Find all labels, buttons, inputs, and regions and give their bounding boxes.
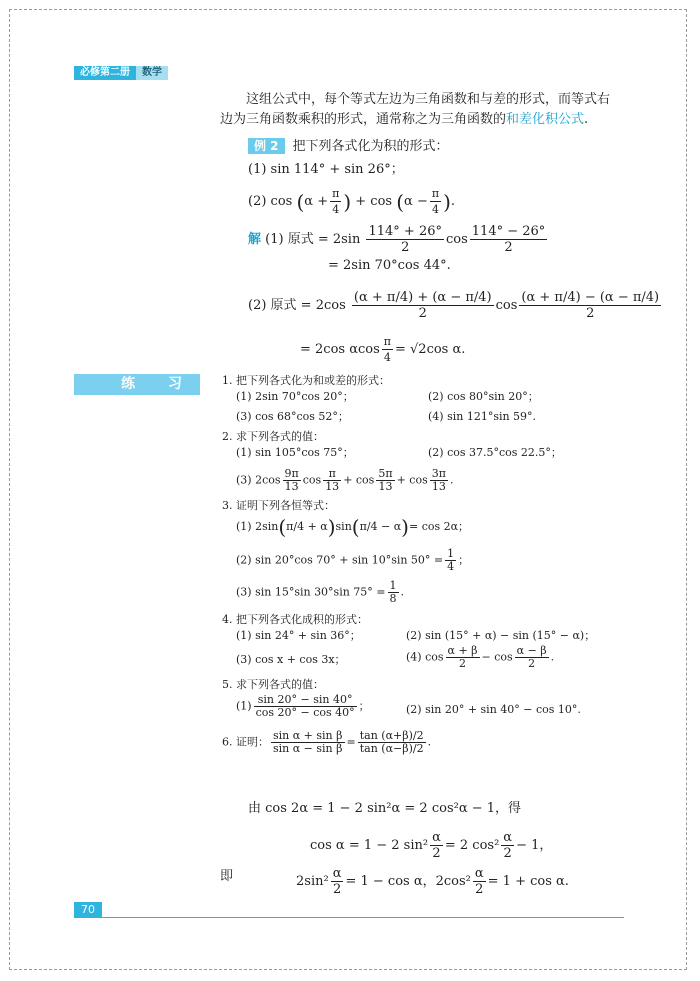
fraction [501, 830, 514, 861]
fraction [430, 830, 443, 861]
q1-part-4: (4) sin 121°sin 59°. [428, 410, 537, 423]
text: ； [358, 699, 370, 713]
den: 4 [383, 351, 391, 364]
text: + cos [355, 194, 393, 209]
den: 13 [431, 480, 446, 493]
text: − 1， [516, 838, 553, 853]
num: 5π [378, 467, 393, 480]
text: π/4 + α [286, 520, 328, 533]
text: (4) cos [406, 650, 444, 664]
text: (1) [236, 699, 252, 713]
num: 114° − 26° [471, 224, 546, 239]
subject-label: 数学 [136, 66, 168, 80]
fraction-pi-4 [382, 334, 393, 365]
q4-part-1: (1) sin 24° + sin 36°； [236, 629, 361, 642]
text: α − [404, 194, 428, 209]
fraction [376, 468, 394, 493]
den: 2 [504, 240, 513, 255]
den: tan (α−β)/2 [359, 742, 424, 755]
text: . [400, 585, 405, 599]
den: 2 [475, 882, 484, 897]
den: 13 [284, 480, 299, 493]
paren: ( [278, 515, 287, 539]
text: = cos 2α； [408, 520, 470, 533]
question-2: 2. 求下列各式的值： [222, 430, 324, 443]
q3-part-3 [236, 580, 404, 605]
solution-step-2 [248, 290, 663, 321]
q2-part-3 [236, 468, 453, 493]
num: α [432, 830, 441, 845]
den: 8 [389, 592, 397, 605]
derivation-line-1: 由 cos 2α = 1 − 2 sin²α = 2 cos²α − 1，得 [248, 801, 522, 816]
num: 1 [389, 579, 397, 592]
paren: ) [327, 515, 336, 539]
num: α + β [447, 644, 478, 657]
question-4: 4. 把下列各式化成积的形式： [222, 613, 368, 626]
fraction [430, 468, 448, 493]
num: 114° + 26° [368, 224, 442, 239]
num: α [474, 866, 484, 881]
text: cos [302, 473, 322, 487]
intro-text: 边为三角函数乘积的形式，通常称之为三角函数的 [220, 112, 507, 127]
q1-part-2: (2) cos 80°sin 20°； [428, 390, 539, 403]
text: . [450, 194, 456, 209]
q5-part-2: (2) sin 20° + sin 40° − cos 10°. [406, 703, 581, 716]
den: 2 [418, 306, 427, 321]
q3-part-2 [236, 548, 469, 573]
num: sin 20° − sin 40° [254, 694, 357, 707]
fraction [473, 866, 486, 897]
text: = 2cos αcos [300, 342, 380, 357]
text: . [449, 473, 454, 487]
den: 2 [459, 657, 467, 670]
num: π [332, 187, 340, 200]
text: (2) cos [248, 194, 293, 209]
den: 2 [586, 306, 595, 321]
question-1: 1. 把下列各式化为和或差的形式： [222, 374, 390, 387]
den: 4 [447, 560, 455, 573]
fraction [358, 730, 426, 755]
den: cos 20° − cos 40° [255, 706, 355, 719]
fraction [283, 468, 301, 493]
num: (α + π/4) − (α − π/4) [521, 290, 660, 305]
text: = 1 − cos α，2cos² [345, 874, 471, 889]
fraction [445, 548, 456, 573]
running-header [74, 66, 168, 80]
text: = √2cos α. [395, 342, 466, 357]
intro-period: . [584, 112, 589, 127]
intro-line-1: 这组公式中，每个等式左边为三角函数和与差的形式，而等式右 [246, 92, 611, 107]
intro-line-2 [220, 110, 588, 130]
page-number: 70 [74, 902, 102, 918]
practice-title: 练 习 [74, 374, 200, 395]
fraction [470, 224, 548, 255]
den: 13 [378, 480, 393, 493]
fraction [352, 290, 494, 321]
text: 2sin² [296, 874, 329, 889]
fraction [254, 694, 357, 719]
solution-step-1-result: = 2sin 70°cos 44°. [328, 258, 451, 273]
num: 1 [447, 547, 455, 560]
text: (3) 2cos [236, 473, 281, 487]
den: 2 [432, 846, 441, 861]
question-6 [222, 730, 431, 755]
term-sum-to-product: 和差化积公式 [506, 112, 585, 127]
fraction [446, 645, 480, 670]
text: cos α = 1 − 2 sin² [310, 838, 429, 853]
paren: ) [401, 515, 409, 539]
q1-part-3: (3) cos 68°cos 52°； [236, 410, 349, 423]
num: π [383, 335, 391, 348]
derivation-line-2 [310, 830, 552, 861]
question-3: 3. 证明下列各恒等式： [222, 499, 335, 512]
num: (α + π/4) + (α − π/4) [353, 290, 492, 305]
book-label: 必修第二册 [74, 66, 136, 80]
q3-part-1 [236, 517, 469, 537]
text: (2) 原式 = 2cos [248, 298, 346, 313]
den: 4 [332, 203, 340, 216]
den: 2 [503, 846, 512, 861]
example-item-2 [248, 186, 455, 217]
text: + cos [396, 473, 428, 487]
paren: ) [443, 189, 451, 214]
den: 2 [332, 882, 342, 897]
example-badge: 例 2 [248, 138, 285, 154]
text: (1) 原式 = 2sin [265, 232, 361, 247]
paren: ( [396, 189, 405, 214]
num: π [323, 468, 341, 481]
derivation-ji: 即 [220, 869, 234, 884]
den: 2 [528, 657, 536, 670]
den: 4 [431, 203, 439, 216]
text: 6. 证明： [222, 735, 269, 749]
text: cos [495, 298, 518, 313]
q4-part-2: (2) sin (15° + α) − sin (15° − α)； [406, 629, 596, 642]
num: α [503, 830, 513, 845]
q2-part-2: (2) cos 37.5°cos 22.5°； [428, 446, 562, 459]
example-item-1: (1) sin 114° + sin 26°； [248, 162, 404, 177]
den: 13 [325, 480, 340, 493]
text: sin [335, 520, 352, 533]
q4-part-4 [406, 645, 554, 670]
fraction [515, 645, 549, 670]
num: 3π [431, 467, 446, 480]
fraction [323, 468, 341, 493]
q4-part-3: (3) cos x + cos 3x； [236, 653, 346, 666]
footer-rule [102, 917, 624, 918]
question-5: 5. 求下列各式的值： [222, 678, 324, 691]
num: 9π [284, 467, 299, 480]
text: . [550, 650, 555, 664]
fraction [366, 224, 444, 255]
text: (2) sin 20°cos 70° + sin 10°sin 50° = [236, 553, 444, 567]
text: = [346, 735, 356, 749]
text: . [427, 735, 432, 749]
q1-part-1: (1) 2sin 70°cos 20°； [236, 390, 354, 403]
den: sin α − sin β [273, 742, 343, 755]
text: (3) sin 15°sin 30°sin 75° = [236, 585, 386, 599]
q2-part-1: (1) sin 105°cos 75°； [236, 446, 354, 459]
paren: ( [351, 515, 360, 539]
num: sin α + sin β [273, 729, 343, 742]
q5-part-1 [236, 694, 370, 719]
paren: ) [343, 189, 352, 214]
fraction [519, 290, 661, 321]
text: = 1 + cos α. [487, 874, 569, 889]
text: ； [458, 553, 470, 567]
den: 2 [401, 240, 410, 255]
num: α − β [516, 644, 547, 657]
fraction-pi-4 [430, 186, 441, 217]
example-prompt: 把下列各式化为积的形式： [292, 139, 449, 154]
text: + cos [343, 473, 375, 487]
fraction-pi-4 [330, 186, 341, 217]
text: (1) 2sin [236, 520, 279, 533]
example-heading [248, 136, 449, 157]
num: α [332, 866, 342, 881]
text: α + [304, 194, 329, 209]
text: cos [446, 232, 468, 247]
derivation-line-3 [296, 866, 569, 897]
solution-label: 解 [248, 232, 262, 247]
text: = 2 cos² [444, 838, 500, 853]
fraction [388, 580, 399, 605]
fraction [271, 730, 345, 755]
text: π/4 − α [359, 520, 402, 533]
solution-step-2-result [300, 334, 465, 365]
paren: ( [296, 189, 305, 214]
text: − cos [481, 650, 513, 664]
num: π [431, 187, 440, 200]
solution-step-1 [248, 224, 549, 255]
fraction [331, 866, 344, 897]
num: tan (α+β)/2 [359, 729, 424, 742]
